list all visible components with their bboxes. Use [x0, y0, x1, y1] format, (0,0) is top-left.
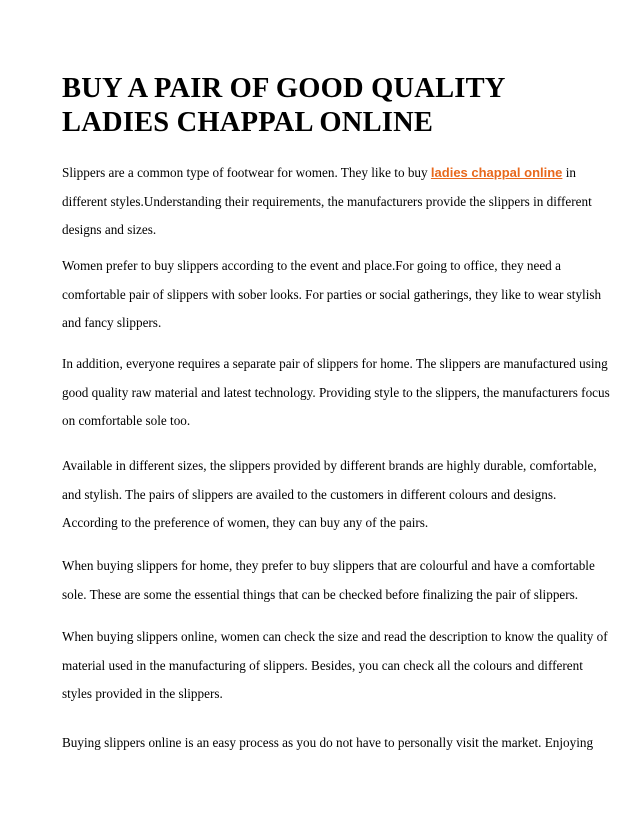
- page-title: [62, 72, 582, 140]
- ladies-chappal-online-link[interactable]: ladies chappal online: [430, 165, 563, 180]
- paragraph-line: When buying slippers for home, they prefer to buy slippers that are colourful and have a comfortable: [62, 558, 595, 573]
- paragraph-line: different styles.Understanding their requirements, the manufacturers provide the slippers in different: [62, 193, 592, 209]
- paragraph-line: In addition, everyone requires a separate pair of slippers for home. The slippers are manufactured using: [62, 356, 608, 371]
- title-line-2: LADIES CHAPPAL ONLINE: [62, 107, 434, 138]
- paragraph-line: Available in different sizes, the slippers provided by different brands are highly durable, comfortable,: [62, 458, 597, 473]
- paragraph-line: Women prefer to buy slippers according to the event and place.For going to office, they need a: [62, 258, 561, 273]
- title-line-1: BUY A PAIR OF GOOD QUALITY: [62, 73, 506, 104]
- paragraph-line: designs and sizes.: [62, 222, 157, 237]
- paragraph-line: on comfortable sole too.: [62, 413, 191, 428]
- paragraph-line: Buying slippers online is an easy process as you do not have to personally visit the market. Enjoying: [62, 735, 594, 750]
- paragraph-line: [62, 159, 582, 188]
- paragraph-line: When buying slippers online, women can check the size and read the description to know the quality of: [62, 629, 608, 644]
- paragraph-5: [62, 552, 595, 609]
- paragraph-line: styles provided in the slippers.: [62, 686, 223, 701]
- paragraph-6: [62, 623, 608, 709]
- paragraph-7: [62, 729, 594, 758]
- paragraph-line: According to the preference of women, they can buy any of the pairs.: [62, 515, 429, 530]
- paragraph-2: [62, 252, 602, 338]
- paragraph-line: sole. These are some the essential things that can be checked before finalizing the pair of slippers.: [62, 586, 579, 602]
- text-run: Slippers are a common type of footwear for women. They like to buy: [62, 165, 431, 180]
- paragraph-line: material used in the manufacturing of slippers. Besides, you can check all the colours and different: [62, 657, 583, 673]
- paragraph-line: and stylish. The pairs of slippers are availed to the customers in different colours and designs.: [62, 486, 557, 502]
- paragraph-line: comfortable pair of slippers with sober looks. For parties or social gatherings, they like to wear stylish: [62, 286, 602, 302]
- paragraph-line: and fancy slippers.: [62, 315, 162, 330]
- paragraph-4: [62, 452, 597, 538]
- paragraph-line: good quality raw material and latest technology. Providing style to the slippers, the manufacturers focus: [62, 384, 610, 400]
- text-run: in: [562, 165, 576, 180]
- paragraph-3: [62, 350, 610, 436]
- paragraph-1: [62, 159, 592, 245]
